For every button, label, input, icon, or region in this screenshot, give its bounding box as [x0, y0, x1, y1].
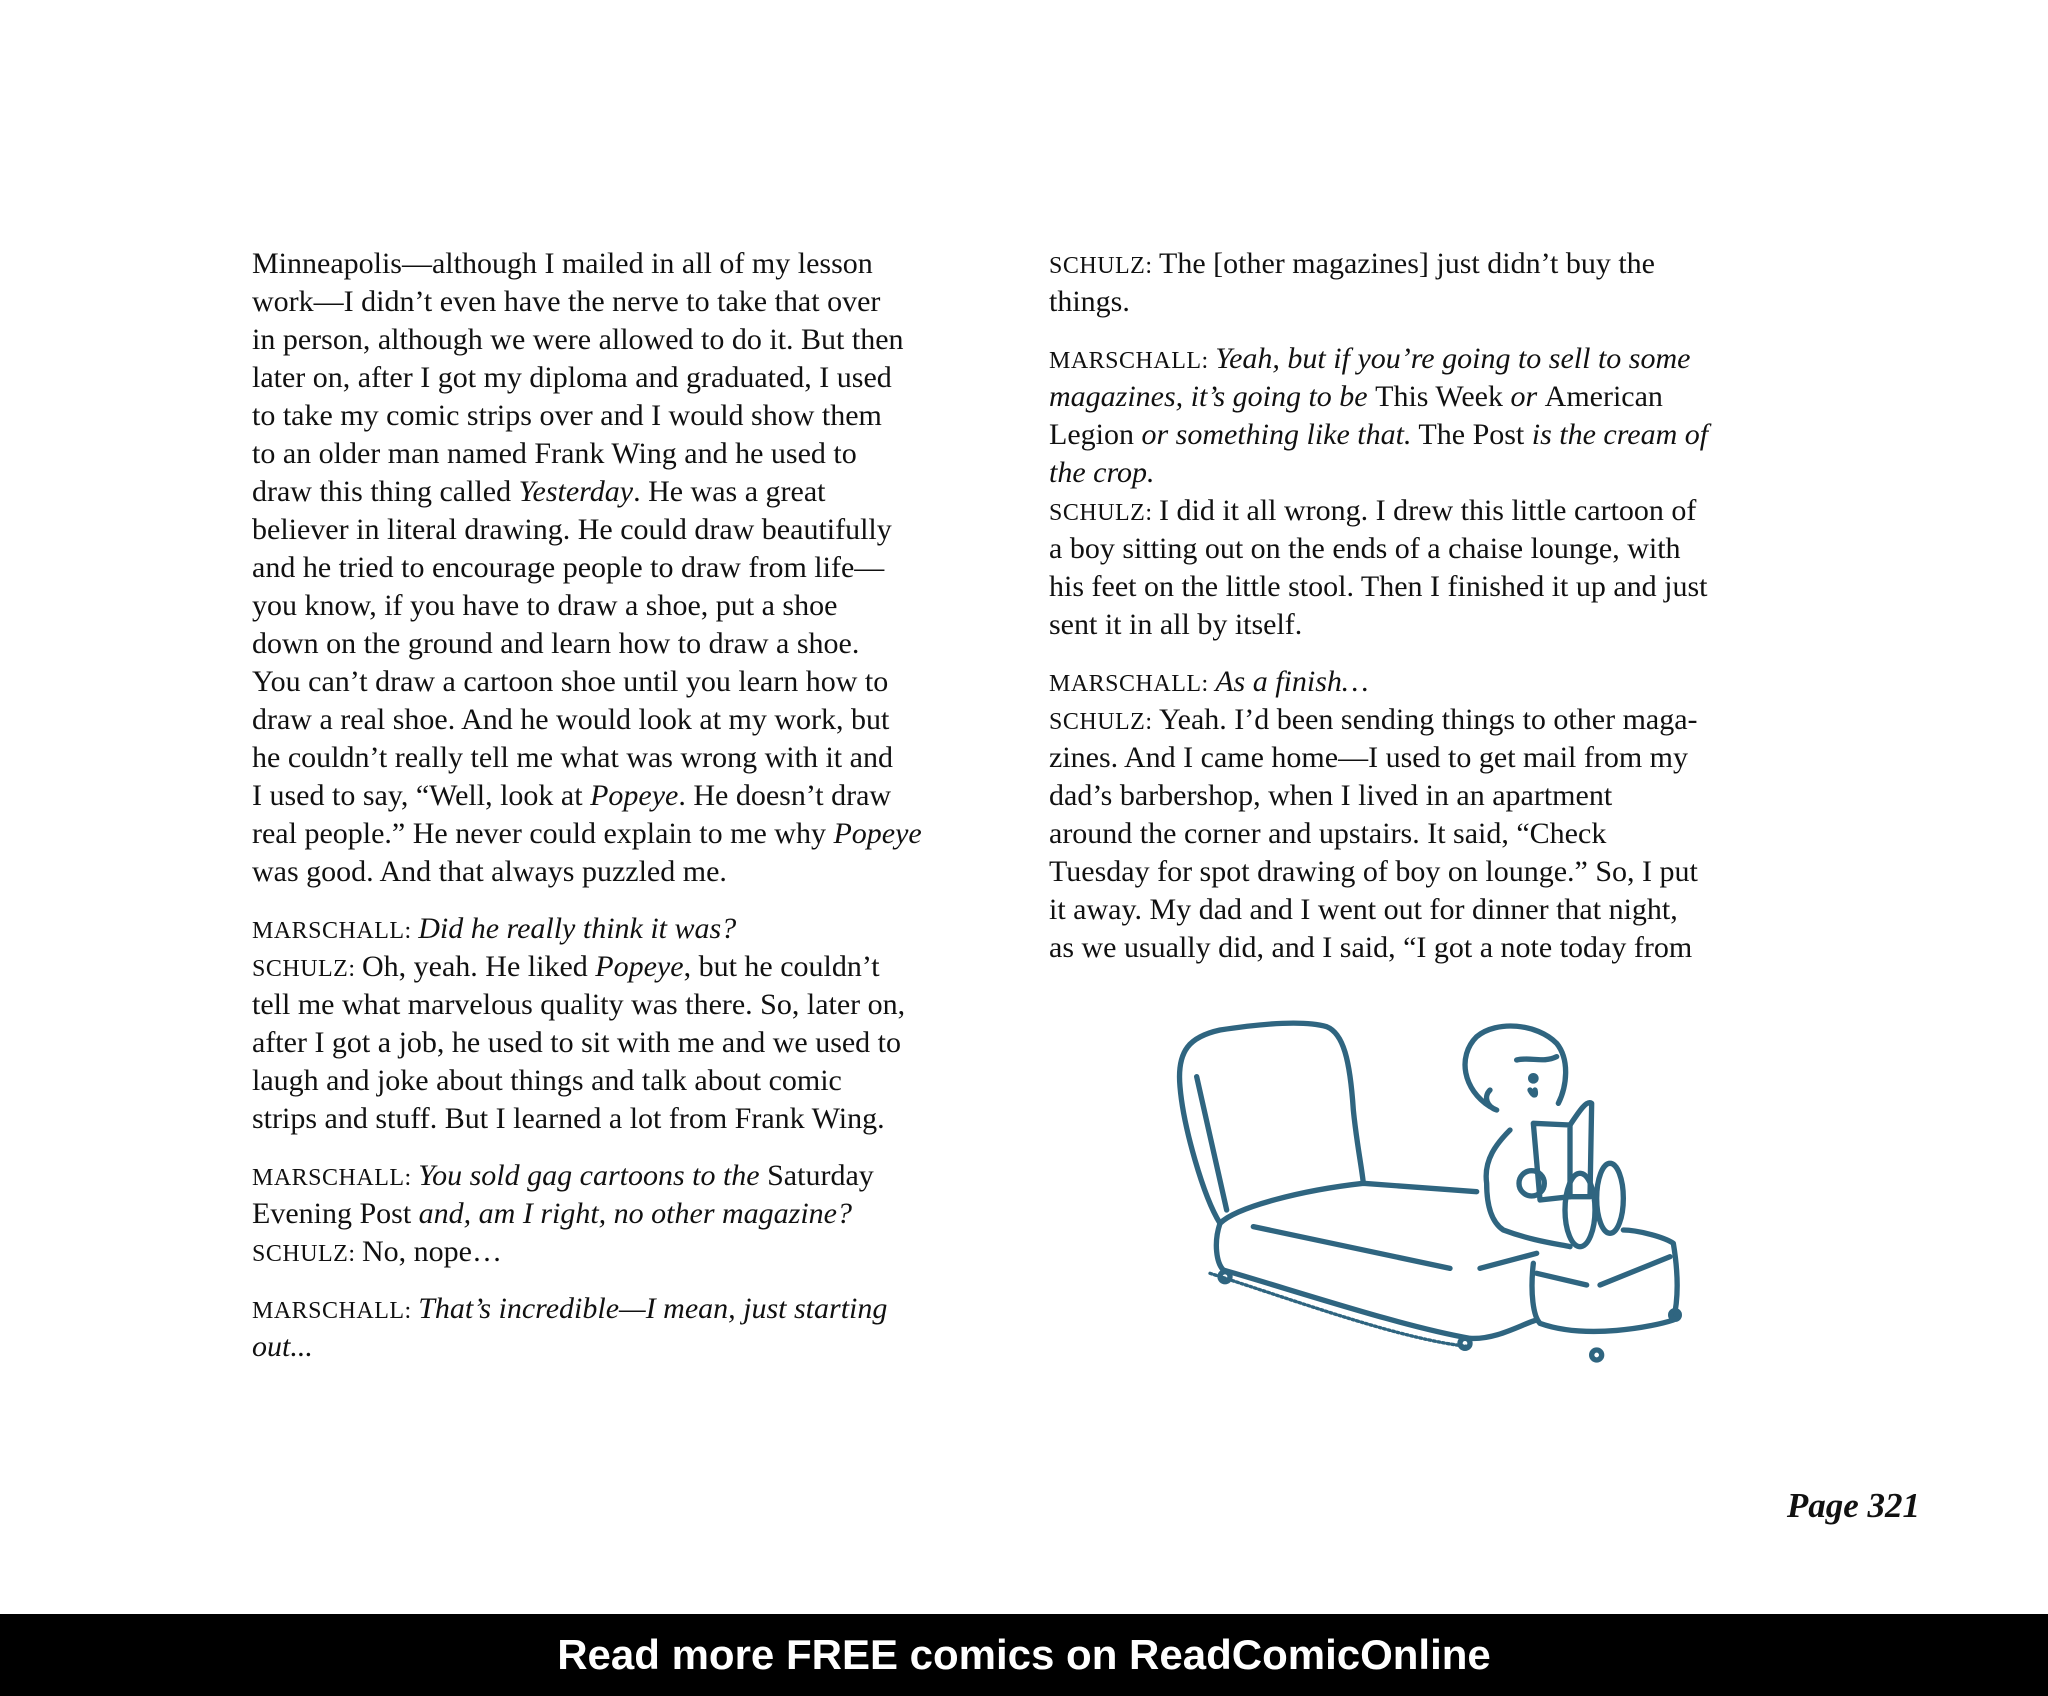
text-line — [1049, 929, 1829, 967]
text-segment: draw a real shoe. And he would look at my work, but — [252, 703, 890, 736]
text-segment: the crop. — [1049, 456, 1155, 489]
text-segment: Did he really think it was? — [418, 912, 737, 945]
text-line — [1049, 245, 1829, 283]
text-line — [252, 283, 1012, 321]
text-line — [252, 1157, 1012, 1195]
text-segment: Oh, yeah. He liked — [362, 950, 596, 983]
text-line — [1049, 568, 1829, 606]
paragraph — [252, 245, 1012, 891]
text-line — [252, 1024, 1012, 1062]
text-line — [1049, 891, 1829, 929]
boy-reading — [1465, 1026, 1623, 1247]
text-segment: and, am I right, no other magazine? — [418, 1197, 852, 1230]
paragraph — [252, 1290, 1012, 1366]
promo-banner[interactable] — [0, 1614, 2048, 1696]
text-line — [252, 587, 1012, 625]
text-line — [252, 853, 1012, 891]
text-line — [1049, 340, 1829, 378]
text-segment: tell me what marvelous quality was there. So, later on, — [252, 988, 906, 1021]
text-line — [252, 359, 1012, 397]
text-segment: after I got a job, he used to sit with me and we used to — [252, 1026, 902, 1059]
text-segment: No, nope… — [362, 1235, 502, 1268]
speaker-label: SCHULZ: — [1049, 500, 1160, 526]
paragraph — [1049, 245, 1829, 321]
text-line — [252, 1062, 1012, 1100]
text-line — [252, 1290, 1012, 1328]
text-segment: Popeye — [595, 950, 684, 983]
speaker-label: MARSCHALL: — [1049, 671, 1216, 697]
speaker-label: SCHULZ: — [252, 956, 363, 982]
text-line — [252, 701, 1012, 739]
text-line — [1049, 454, 1829, 492]
text-line — [252, 625, 1012, 663]
speaker-label: MARSCHALL: — [252, 918, 419, 944]
text-segment: work—I didn’t even have the nerve to take that over — [252, 285, 881, 318]
text-segment: draw this thing called — [252, 475, 519, 508]
text-segment: Saturday — [767, 1159, 874, 1192]
text-segment: or — [1510, 380, 1545, 413]
text-segment: I used to say, “Well, look at — [252, 779, 591, 812]
text-segment: dad’s barbershop, when I lived in an apartment — [1049, 779, 1613, 812]
speaker-label: SCHULZ: — [1049, 709, 1160, 735]
text-segment: it away. My dad and I went out for dinner that night, — [1049, 893, 1678, 926]
text-segment: . He was a great — [633, 475, 826, 508]
text-segment: You sold gag cartoons to the — [418, 1159, 768, 1192]
text-line — [252, 1100, 1012, 1138]
text-line — [252, 663, 1012, 701]
promo-banner-text[interactable]: Read more FREE comics on ReadComicOnline — [557, 1631, 1491, 1678]
text-line — [252, 948, 1012, 986]
text-segment: American — [1544, 380, 1663, 413]
text-segment: a boy sitting out on the ends of a chaise lounge, with — [1049, 532, 1681, 565]
right-text-column — [1049, 245, 1829, 986]
text-segment: Tuesday for spot drawing of boy on lounge.” So, I put — [1049, 855, 1698, 888]
text-segment: as we usually did, and I said, “I got a note today from — [1049, 931, 1693, 964]
text-segment: to take my comic strips over and I would show them — [252, 399, 882, 432]
text-line — [252, 815, 1012, 853]
text-segment: in person, although we were allowed to do it. But then — [252, 323, 904, 356]
text-segment: or something like that. — [1141, 418, 1412, 451]
text-segment: around the corner and upstairs. It said, “Check — [1049, 817, 1607, 850]
text-segment: and he tried to encourage people to draw from life— — [252, 551, 885, 584]
text-segment: You can’t draw a cartoon shoe until you learn how to — [252, 665, 889, 698]
text-segment: you know, if you have to draw a shoe, put a shoe — [252, 589, 838, 622]
paragraph — [1049, 663, 1829, 967]
text-segment: Yeah, but if you’re going to sell to some — [1215, 342, 1691, 375]
text-segment: zines. And I came home—I used to get mail from my — [1049, 741, 1689, 774]
text-line — [1049, 530, 1829, 568]
text-line — [252, 435, 1012, 473]
text-segment: Yesterday — [518, 475, 634, 508]
text-segment: The [other magazines] just didn’t buy the — [1159, 247, 1655, 280]
text-segment: I did it all wrong. I drew this little cartoon of — [1159, 494, 1697, 527]
text-segment: Minneapolis—although I mailed in all of my lesson — [252, 247, 873, 280]
text-segment: , but he couldn’t — [683, 950, 880, 983]
text-segment: strips and stuff. But I learned a lot from Frank Wing. — [252, 1102, 885, 1135]
text-segment: out... — [252, 1330, 313, 1363]
text-line — [252, 910, 1012, 948]
text-segment: his feet on the little stool. Then I finished it up and just — [1049, 570, 1708, 603]
speaker-label: MARSCHALL: — [1049, 348, 1216, 374]
text-segment: Popeye — [590, 779, 679, 812]
text-line — [252, 511, 1012, 549]
text-line — [252, 777, 1012, 815]
boy-on-chaise-lounge-illustration — [1100, 1010, 1760, 1380]
speaker-label: SCHULZ: — [1049, 253, 1160, 279]
text-segment: real people.” He never could explain to me why — [252, 817, 834, 850]
text-segment: is the cream of — [1531, 418, 1709, 451]
text-line — [252, 1195, 1012, 1233]
text-segment: was good. And that always puzzled me. — [252, 855, 727, 888]
speaker-label: MARSCHALL: — [252, 1298, 419, 1324]
text-segment: That’s incredible—I mean, just starting — [418, 1292, 888, 1325]
text-segment: down on the ground and learn how to draw a shoe. — [252, 627, 860, 660]
text-segment: Evening Post — [252, 1197, 419, 1230]
text-line — [1049, 663, 1829, 701]
text-segment: This Week — [1375, 380, 1511, 413]
speaker-label: SCHULZ: — [252, 1241, 363, 1267]
page-number: Page 321 — [1786, 1486, 1920, 1525]
left-text-column — [252, 245, 1012, 1385]
ottoman — [1532, 1230, 1679, 1360]
text-line — [252, 986, 1012, 1024]
text-line — [252, 245, 1012, 283]
text-segment: As a finish… — [1215, 665, 1369, 698]
paragraph — [1049, 340, 1829, 644]
text-line — [252, 1328, 1012, 1366]
text-segment: Yeah. I’d been sending things to other maga- — [1159, 703, 1698, 736]
text-segment: . He doesn’t draw — [678, 779, 892, 812]
text-segment: The Post — [1411, 418, 1532, 451]
text-line — [1049, 606, 1829, 644]
text-segment: to an older man named Frank Wing and he used to — [252, 437, 857, 470]
text-segment: later on, after I got my diploma and graduated, I used — [252, 361, 892, 394]
text-line — [252, 321, 1012, 359]
text-line — [1049, 777, 1829, 815]
paragraph — [252, 910, 1012, 1138]
text-line — [1049, 416, 1829, 454]
text-segment: laugh and joke about things and talk about comic — [252, 1064, 842, 1097]
text-line — [1049, 853, 1829, 891]
speaker-label: MARSCHALL: — [252, 1165, 419, 1191]
text-segment: sent it in all by itself. — [1049, 608, 1303, 641]
text-segment: magazines, it’s going to be — [1049, 380, 1376, 413]
text-segment: believer in literal drawing. He could draw beautifully — [252, 513, 892, 546]
text-line — [1049, 283, 1829, 321]
text-line — [1049, 815, 1829, 853]
paragraph — [252, 1157, 1012, 1271]
text-line — [1049, 492, 1829, 530]
text-line — [252, 739, 1012, 777]
text-line — [252, 473, 1012, 511]
text-segment: things. — [1049, 285, 1130, 318]
text-segment: Legion — [1049, 418, 1142, 451]
text-line — [252, 397, 1012, 435]
text-line — [1049, 701, 1829, 739]
text-line — [1049, 739, 1829, 777]
text-segment: he couldn’t really tell me what was wrong with it and — [252, 741, 893, 774]
text-line — [252, 549, 1012, 587]
chaise-lounge — [1180, 1023, 1537, 1348]
text-line — [252, 1233, 1012, 1271]
text-segment: Popeye — [833, 817, 922, 850]
text-line — [1049, 378, 1829, 416]
